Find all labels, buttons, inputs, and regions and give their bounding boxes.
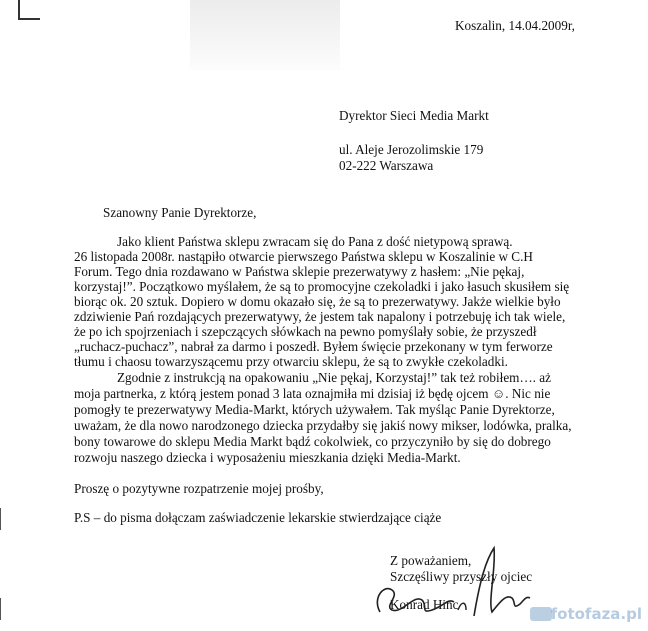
letter-line: że po ich spojrzeniach i szepczących słówkach na pewno pomyślały sobie, że przyszedł — [74, 324, 537, 339]
letter-line: pomogły te prezerwatywy Media-Markt, których używałem. Tak myśląc Panie Dyrektorze, — [74, 402, 555, 417]
letter-line: Zgodnie z instrukcją na opakowaniu „Nie pękaj, Korzystaj!” tak też robiłem…. aż — [117, 370, 551, 385]
letter-line: „ruchacz-puchacz”, nabrał za darmo i poszedł. Byłem święcie przekonany w tym ferworze — [74, 339, 553, 354]
scan-margin-mark — [0, 598, 9, 620]
recipient-city: 02-222 Warszawa — [339, 158, 434, 173]
handwritten-signature — [362, 540, 532, 620]
signer-name: Konrad Hinc — [390, 597, 459, 612]
letter-line: Jako klient Państwa sklepu zwracam się do Pana z dość nietypową sprawą. — [117, 234, 513, 249]
place-date: Koszalin, 14.04.2009r, — [455, 18, 575, 33]
recipient-street: ul. Aleje Jerozolimskie 179 — [339, 142, 484, 157]
postscript-line: P.S – do pisma dołączam zaświadczenie lekarskie stwierdzające ciąże — [74, 510, 442, 525]
letter-line: Forum. Tego dnia rozdawano w Państwa sklepie prezerwatywy z hasłem: „Nie pękaj, — [74, 264, 525, 279]
request-line: Proszę o pozytywne rozpatrzenie mojej prośby, — [74, 481, 324, 496]
letter-line: biorąc ok. 20 sztuk. Dopiero w domu okazało się, że są to prezerwatywy. Jakże wielkie było — [74, 294, 561, 309]
letter-line: bony towarowe do sklepu Media Markt bądź cokolwiek, co przyczyniło by się do dobrego — [74, 434, 551, 449]
scan-smudge — [190, 0, 340, 70]
camera-icon — [530, 607, 552, 621]
letter-line: 26 listopada 2008r. nastąpiło otwarcie pierwszego Państwa sklepu w Koszalinie w C.H — [74, 249, 533, 264]
recipient-name: Dyrektor Sieci Media Markt — [339, 108, 489, 123]
letter-line: moja partnerka, z którą jestem ponad 3 lata oznajmiła mi dzisiaj iż będę ojcem ☺. Nic nie — [74, 386, 551, 401]
closing-regards: Z poważaniem, — [390, 553, 472, 568]
watermark: fotofaza.pl — [550, 605, 642, 623]
letter-line: korzystaj!”. Początkowo myślałem, że są to promocyjne czekoladki i jako łasuch skusiłem się — [74, 279, 570, 294]
greeting: Szanowny Panie Dyrektorze, — [103, 205, 257, 220]
letter-line: tłumu i chaosu towarzyszącemu przy otwarciu sklepu, że są to zwykłe czekoladki. — [74, 354, 508, 369]
closing-line: Szczęśliwy przyszły ojciec — [390, 569, 533, 584]
letter-line: rozwoju naszego dziecka i wyposażeniu mieszkania dzięki Media-Markt. — [74, 450, 461, 465]
scan-margin-mark — [0, 508, 9, 530]
letter-line: zdziwienie Pań rozdających prezerwatywy, że jestem tak napalony i potrzebuję ich tak wiele, — [74, 309, 566, 324]
letter-line: uważam, że dla nowo narodzonego dziecka przydałby się jakiś nowy mikser, lodówka, pralka, — [74, 418, 572, 433]
scan-bracket-mark — [18, 0, 40, 20]
